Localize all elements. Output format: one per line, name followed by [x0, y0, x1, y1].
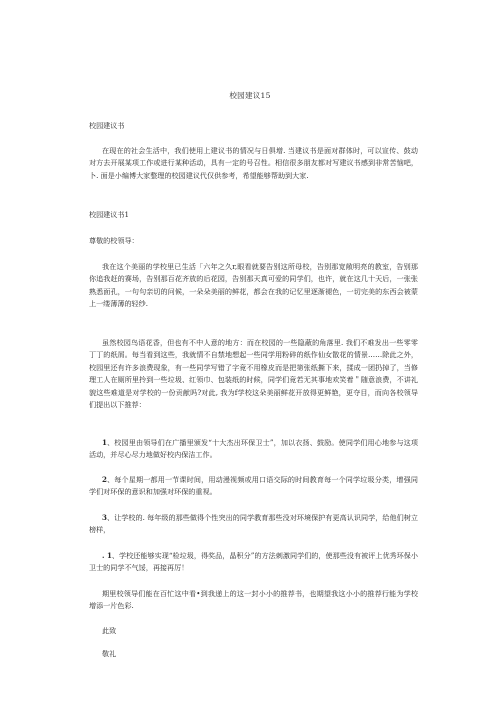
suggestion-item-1: [89, 437, 418, 462]
greeting: 尊敬的校领导：: [89, 236, 139, 245]
sign-off-line-2: 敬礼: [102, 649, 117, 658]
body-paragraph-2: 虽然校园鸟语花香，但也有不中人意的地方：而在校园的一些隐蔽的角落里. 我们不难发出一些零零丁丁的纸屑。每当看到这些，我就情不自禁地想起一些同学用粉碎的纸作仙女散花的情景……除此之外，校园里还有许多浪费现象，有一些同学写错了字竟不用橡皮而是把第张纸撕下来，揉成一团扔掉了，当修理工人在厕所里拎到一些垃圾、红领巾、包装纸的时候，同学们竟若无其事地欢笑着＂随意浪费，不讲礼貌这些难道是对学校的一份贡献吗?对此, 我为f学校这朵美丽鲜花开放得更鲜艳，更夺目，而向各校领导们提出以下推荐：: [89, 338, 418, 410]
item-number: 3: [102, 513, 107, 522]
sign-off-line-1: 此致: [102, 626, 117, 635]
item-text: 、校园里由领导们在广播里颁发“十大杰出环保卫士”，加以衣扬、鼓励。使同学们用心地参与这项活动，并尽心尽力地做好校内保洁工作。: [89, 438, 418, 460]
section-label: 校园建议书: [89, 121, 125, 130]
item-text: 、每个星期一都用一节课时间，用动漫视频或用口语交际的时间教育每一个同学垃圾分类，增强同学们对环保的意识和加强对环保的重视。: [89, 475, 418, 497]
item-text: 、让学校的. 每年级的那些做得个性突出的同学教育那些没对环境保护有更高认识同学，给他们树立榜样，: [89, 513, 418, 535]
item-number: 2: [102, 475, 107, 484]
item-text: 、学校还能够实现“检垃圾，得奖品，晶积分”的方法刺激同学们的，使那些没有被评上优秀环保小卫士的同学不气馁，再接再厉！: [89, 551, 418, 573]
suggestion-item-2: [89, 474, 418, 499]
body-paragraph-1: 我在这个美丽的学校里已生活「六年之久r,眼看就要告别这所母校，告别那宽敞明亮的教室，告别那你追我赶的赛场，告别那百花齐放的后花园，告别那天真可爱的同学们，也许，就在这几十天后，一张张熟悉面孔，一句句亲切的问候，一朵朵美丽的鲜花，都会在我的记忆里逐渐褪色，一切完美的东西会被蒙上一缕薄薄的轻纱.: [89, 262, 418, 309]
intro-paragraph: 在现在的社会生活中，我们使用上建议书的情况与日俱增. 当建议书是面对群体时，可以宣传、鼓动对方去开展某项工作或进行某种活动，具有一定的号召性。相信很多朋友都对写建议书感到非常苦恼吧，卜. 面是小编博大家整理的校园建议代仅供参考，希望能够帮助到大家.: [89, 146, 418, 180]
suggestion-item-4: [89, 550, 418, 575]
item-number: 1: [102, 438, 107, 447]
closing-paragraph: 期里校领导们能在百忙这中看•到我递上的这一封小小的推荐书，也期望我这小小的推荐行能为学校增添一片色彩.: [89, 589, 418, 611]
suggestion-item-3: [89, 512, 418, 537]
document-title: 校园建议15: [229, 91, 271, 100]
item-number: . 1: [102, 551, 112, 560]
section-label-1: 校园建议书1: [89, 210, 129, 219]
